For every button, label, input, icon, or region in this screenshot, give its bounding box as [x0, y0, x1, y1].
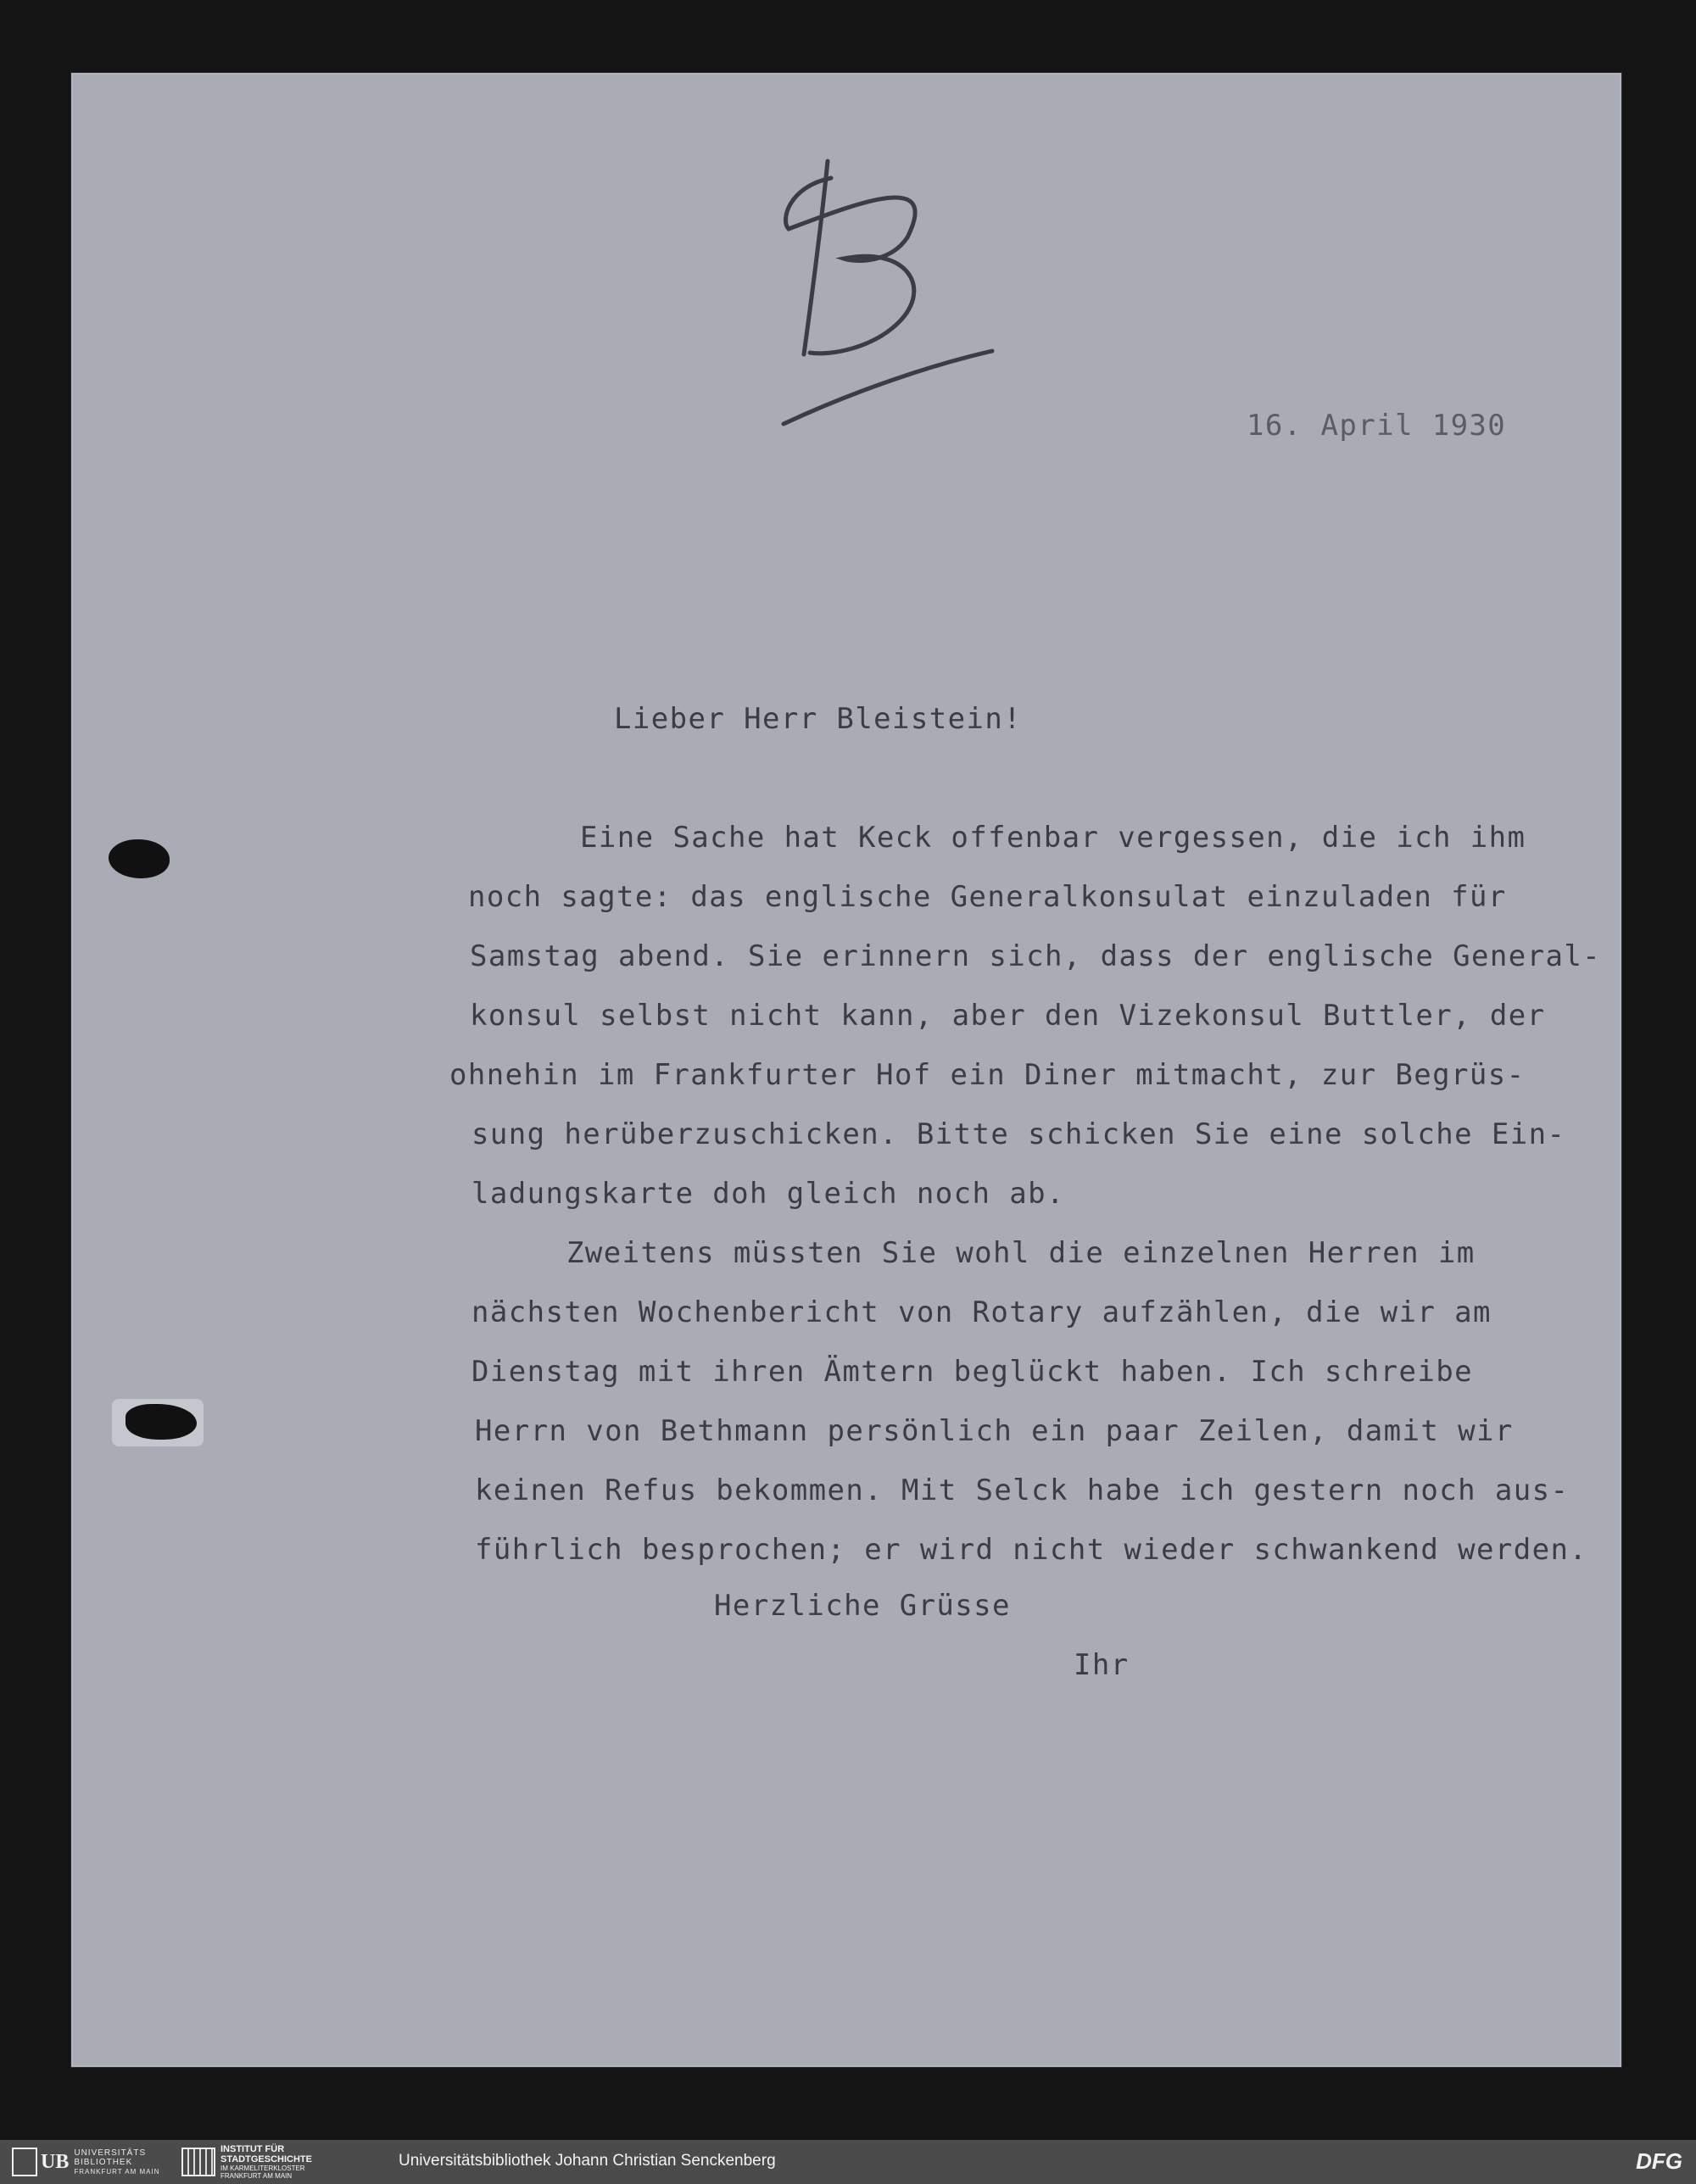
- ub-logo[interactable]: [12, 2147, 160, 2177]
- salutation: Lieber Herr Bleistein!: [614, 702, 1023, 736]
- ub-logo-line: UNIVERSITÄTS: [74, 2148, 147, 2158]
- body-line: keinen Refus bekommen. Mit Selck habe ich gestern noch aus-: [475, 1474, 1570, 1507]
- isg-logo-line: INSTITUT FÜR: [220, 2144, 285, 2154]
- isg-logo-small: IM KARMELITERKLOSTER: [220, 2164, 305, 2172]
- ub-logo-icon: [12, 2148, 37, 2176]
- isg-logo-small: FRANKFURT AM MAIN: [220, 2172, 293, 2180]
- body-line: ladungskarte doh gleich noch ab.: [471, 1177, 1065, 1211]
- body-line: Herrn von Bethmann persönlich ein paar Zeilen, damit wir: [475, 1414, 1514, 1448]
- body-line: ohnehin im Frankfurter Hof ein Diner mitmacht, zur Begrüs-: [449, 1058, 1526, 1092]
- body-line: Zweitens müssten Sie wohl die einzelnen Herren im: [566, 1236, 1476, 1270]
- punch-hole: [126, 1404, 197, 1440]
- dfg-logo[interactable]: DFG: [1636, 2148, 1682, 2174]
- body-line: sung herüberzuschicken. Bitte schicken Sie eine solche Ein-: [471, 1117, 1566, 1151]
- letter-date: 16. April 1930: [1247, 409, 1507, 443]
- isg-logo-icon: [181, 2148, 215, 2176]
- isg-logo-line: STADTGESCHICHTE: [220, 2154, 312, 2164]
- ub-logo-line: BIBLIOTHEK: [74, 2157, 133, 2167]
- isg-logo-text: [220, 2144, 312, 2180]
- ub-logo-text: UB: [41, 2150, 70, 2173]
- signature: Ihr: [1074, 1648, 1130, 1682]
- ub-logo-line: FRANKFURT AM MAIN: [74, 2167, 160, 2176]
- isg-logo[interactable]: [181, 2144, 312, 2180]
- body-line: Eine Sache hat Keck offenbar vergessen, die ich ihm: [580, 821, 1526, 855]
- body-line: konsul selbst nicht kann, aber den Vizekonsul Buttler, der: [470, 999, 1546, 1033]
- body-line: Dienstag mit ihren Ämtern beglückt haben. Ich schreibe: [471, 1355, 1473, 1389]
- body-line: führlich besprochen; er wird nicht wieder schwankend werden.: [475, 1533, 1588, 1567]
- punch-hole: [109, 839, 170, 878]
- handwritten-initial: [763, 153, 1018, 441]
- viewer-footer: [0, 2140, 1696, 2184]
- body-line: noch sagte: das englische Generalkonsulat einzuladen für: [468, 880, 1507, 914]
- closing: Herzliche Grüsse: [714, 1589, 1011, 1623]
- ub-logo-subtitle: [74, 2148, 159, 2176]
- body-line: nächsten Wochenbericht von Rotary aufzählen, die wir am: [471, 1295, 1492, 1329]
- body-line: Samstag abend. Sie erinnern sich, dass der englische General-: [470, 939, 1602, 973]
- footer-title: Universitätsbibliothek Johann Christian Senckenberg: [399, 2152, 776, 2170]
